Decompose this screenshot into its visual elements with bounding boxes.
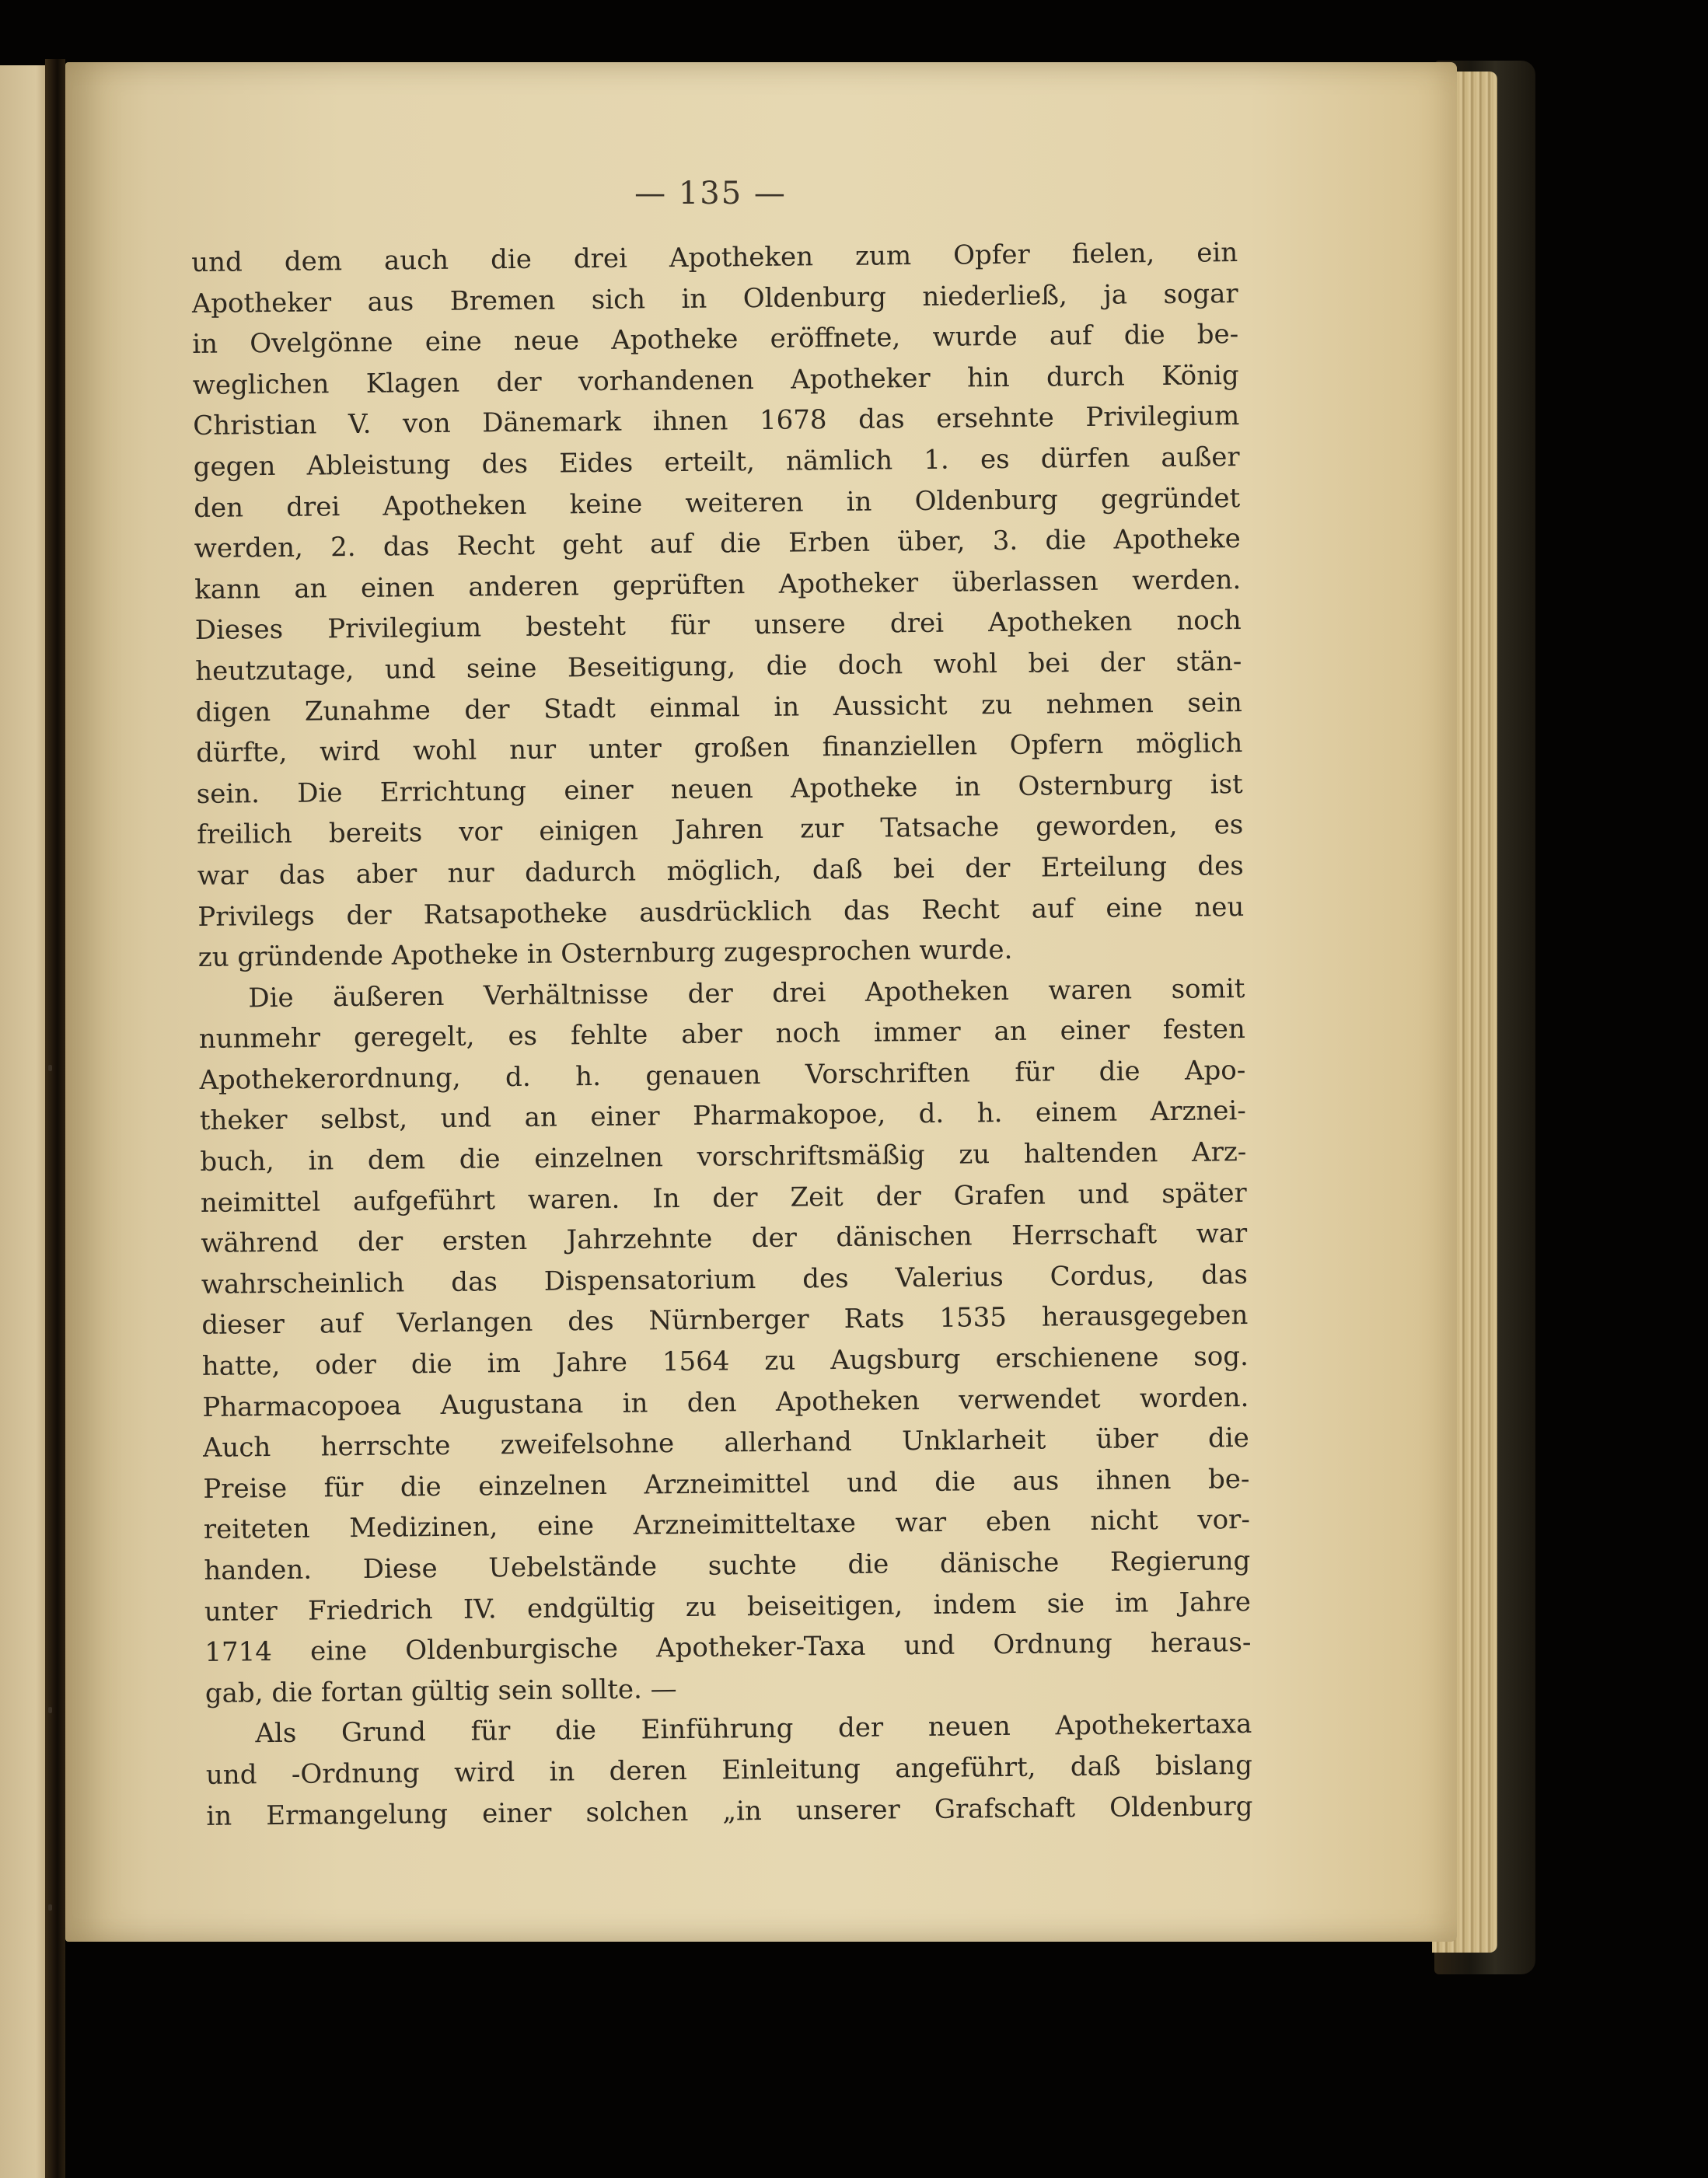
margin-speck: [48, 1904, 52, 1911]
text-line: zu gründende Apotheke in Osternburg zugesprochen wurde.: [197, 934, 1013, 974]
text-line: während der ersten Jahrzehnte der dänischen Herrschaft war: [201, 1218, 1248, 1260]
text-line: sein. Die Errichtung einer neuen Apotheke in Osternburg ist: [196, 768, 1243, 810]
text-line: theker selbst, und an einer Pharmakopoe, d. h. einem Arznei-: [199, 1095, 1246, 1137]
text-line: buch, in dem die einzelnen vorschriftsmäßig zu haltenden Arz-: [200, 1136, 1247, 1178]
text-line: in Ovelgönne eine neue Apotheke eröffnete, wurde auf die be-: [192, 319, 1239, 361]
page-body-text: [191, 232, 1253, 1837]
text-line: Christian V. von Dänemark ihnen 1678 das ersehnte Privilegium: [193, 400, 1240, 442]
text-line: Auch herrschte zweifelsohne allerhand Unklarheit über die: [202, 1422, 1250, 1464]
text-line: kann an einen anderen geprüften Apotheker überlassen werden.: [194, 564, 1242, 606]
page-number: — 135 —: [634, 176, 787, 211]
text-line: hatte, oder die im Jahre 1564 zu Augsburg erschienene sog.: [201, 1341, 1249, 1382]
text-line: Die äußeren Verhältnisse der drei Apotheken waren somit: [248, 972, 1245, 1014]
text-line: gab, die fortan gültig sein sollte. —: [204, 1673, 677, 1709]
text-line: neimittel aufgeführt waren. In der Zeit der Grafen und später: [200, 1177, 1247, 1219]
text-line: Pharmacopoea Augustana in den Apotheken verwendet worden.: [202, 1381, 1249, 1423]
text-line: handen. Diese Uebelstände suchte die dänische Regierung: [204, 1545, 1251, 1586]
text-line: 1714 eine Oldenburgische Apotheker-Taxa und Ordnung heraus-: [204, 1627, 1252, 1669]
text-line: reiteten Medizinen, eine Arzneimitteltaxe war eben nicht vor-: [203, 1504, 1251, 1546]
text-line: dürfte, wird wohl nur unter großen finanziellen Opfern möglich: [196, 728, 1243, 770]
text-line: werden, 2. das Recht geht auf die Erben über, 3. die Apotheke: [194, 523, 1241, 565]
text-line: unter Friedrich IV. endgültig zu beiseitigen, indem sie im Jahre: [204, 1586, 1252, 1628]
text-line: weglichen Klagen der vorhandenen Apotheker hin durch König: [192, 359, 1239, 401]
margin-speck: [48, 1065, 52, 1071]
book-page: [65, 62, 1457, 1942]
text-line: den drei Apotheken keine weiteren in Oldenburg gegründet: [194, 482, 1241, 524]
text-line: digen Zunahme der Stadt einmal in Aussicht zu nehmen sein: [195, 686, 1242, 728]
text-line: wahrscheinlich das Dispensatorium des Valerius Cordus, das: [201, 1258, 1249, 1300]
text-line: in Ermangelung einer solchen „in unserer Grafschaft Oldenburg: [206, 1790, 1253, 1832]
text-line: war das aber nur dadurch möglich, daß bei der Erteilung des: [197, 850, 1244, 892]
text-line: Als Grund für die Einführung der neuen Apothekertaxa: [255, 1709, 1252, 1750]
text-line: und dem auch die drei Apotheken zum Opfer fielen, ein: [191, 237, 1238, 278]
text-line: freilich bereits vor einigen Jahren zur Tatsache geworden, es: [197, 809, 1244, 851]
text-line: Apothekerordnung, d. h. genauen Vorschriften für die Apo-: [199, 1054, 1246, 1096]
text-line: Preise für die einzelnen Arzneimittel und die aus ihnen be-: [203, 1463, 1250, 1505]
text-line: Apotheker aus Bremen sich in Oldenburg niederließ, ja sogar: [191, 277, 1238, 319]
left-facing-page-edge: [0, 65, 51, 2178]
text-line: dieser auf Verlangen des Nürnberger Rats 1535 herausgegeben: [201, 1300, 1249, 1342]
text-line: Dieses Privilegium besteht für unsere drei Apotheken noch: [194, 605, 1242, 647]
book-gutter: [45, 59, 65, 2178]
text-line: Privilegs der Ratsapotheke ausdrücklich das Recht auf eine neu: [197, 891, 1245, 933]
text-line: nunmehr geregelt, es fehlte aber noch immer an einer festen: [198, 1014, 1245, 1056]
text-line: heutzutage, und seine Beseitigung, die doch wohl bei der stän-: [195, 645, 1242, 687]
text-line: gegen Ableistung des Eides erteilt, nämlich 1. es dürfen außer: [193, 442, 1240, 483]
margin-speck: [48, 1707, 52, 1713]
text-line: und -Ordnung wird in deren Einleitung angeführt, daß bislang: [205, 1749, 1253, 1791]
